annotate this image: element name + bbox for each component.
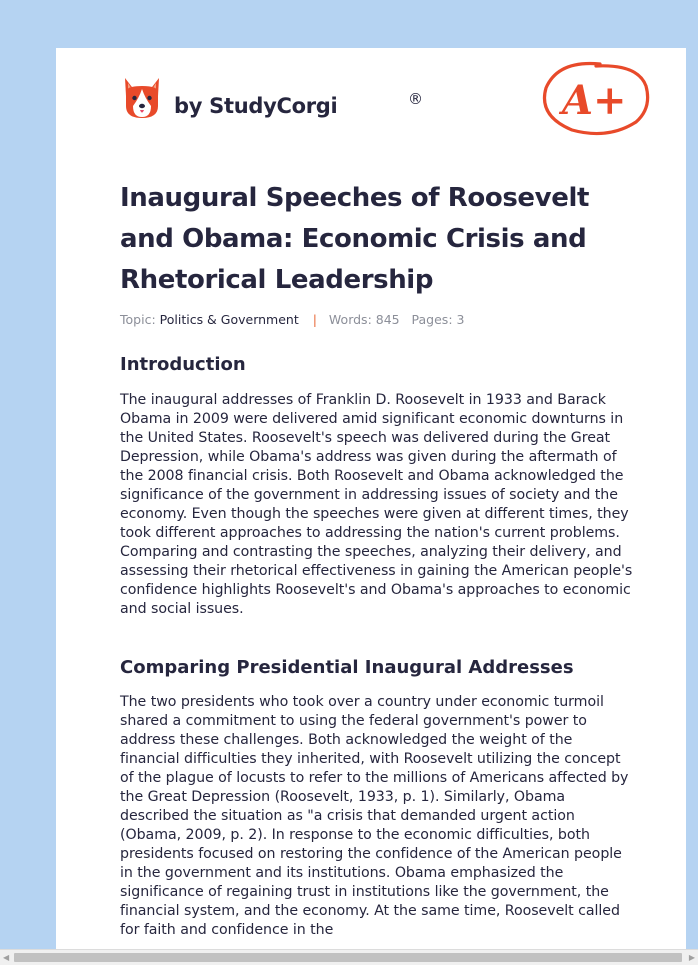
section-text-introduction: The inaugural addresses of Franklin D. Roosevelt in 1933 and Barack Obama in 2009 were delivered amid significant economic downturns in the United States. Roosevelt's speech was delivered during the Great Depression, while Obama's address was given during the aftermath of the 2008 financial crisis. Both Roosevelt and Obama acknowledged the significance of the government in addressing issues of society and the economy. Even though the speeches were given at different times, they took different approaches to addressing the nation's current problems. Comparing and contrasting the speeches, analyzing their delivery, and assessing their rhetorical effectiveness in gaining the American people's confidence highlights Roosevelt's and Obama's approaches to economic and social issues. [120, 392, 633, 617]
section-heading-introduction: Introduction [120, 354, 246, 375]
pages-label: Pages: [411, 312, 453, 327]
scrollbar-thumb[interactable] [14, 953, 682, 962]
words-value: 845 [375, 312, 400, 327]
pages-value: 3 [456, 312, 465, 327]
topic-link[interactable]: Politics & Government [159, 312, 299, 327]
words-label: Words: [328, 312, 372, 327]
corgi-icon [122, 76, 162, 120]
document-meta [120, 312, 464, 327]
topic-label: Topic: [120, 312, 156, 327]
horizontal-scrollbar[interactable] [0, 949, 698, 965]
section-text-comparing: The two presidents who took over a country under economic turmoil shared a commitment to using the federal government's power to address these challenges. Both acknowledged the weight of the financial difficulties they inherited, with Roosevelt utilizing the concept of the plague of locusts to refer to the millions of Americans affected by the Great Depression (Roosevelt, 1933, p. 1). Similarly, Obama described the situation as "a crisis that demanded urgent action (Obama, 2009, p. 2). In response to the economic difficulties, both presidents focused on restoring the confidence of the American people in the government and its institutions. Obama emphasized the significance of regaining trust in institutions like the government, the financial system, and the economy. At the same time, Roosevelt called for faith and confidence in the [120, 694, 629, 938]
section-heading-comparing: Comparing Presidential Inaugural Addresses [120, 657, 574, 678]
grade-text: A+ [562, 77, 627, 124]
brand-name: by StudyCorgi [174, 94, 338, 118]
meta-separator: | [312, 312, 317, 327]
document-page [56, 48, 686, 964]
scroll-left-arrow-icon[interactable]: ◀ [3, 953, 10, 962]
registered-mark: ® [408, 90, 423, 108]
page-title: Inaugural Speeches of Roosevelt and Obama: Economic Crisis and Rhetorical Leadership [120, 183, 589, 295]
scroll-right-arrow-icon[interactable]: ▶ [688, 953, 695, 962]
grade-badge [538, 58, 650, 140]
brand-logo[interactable] [122, 76, 423, 122]
